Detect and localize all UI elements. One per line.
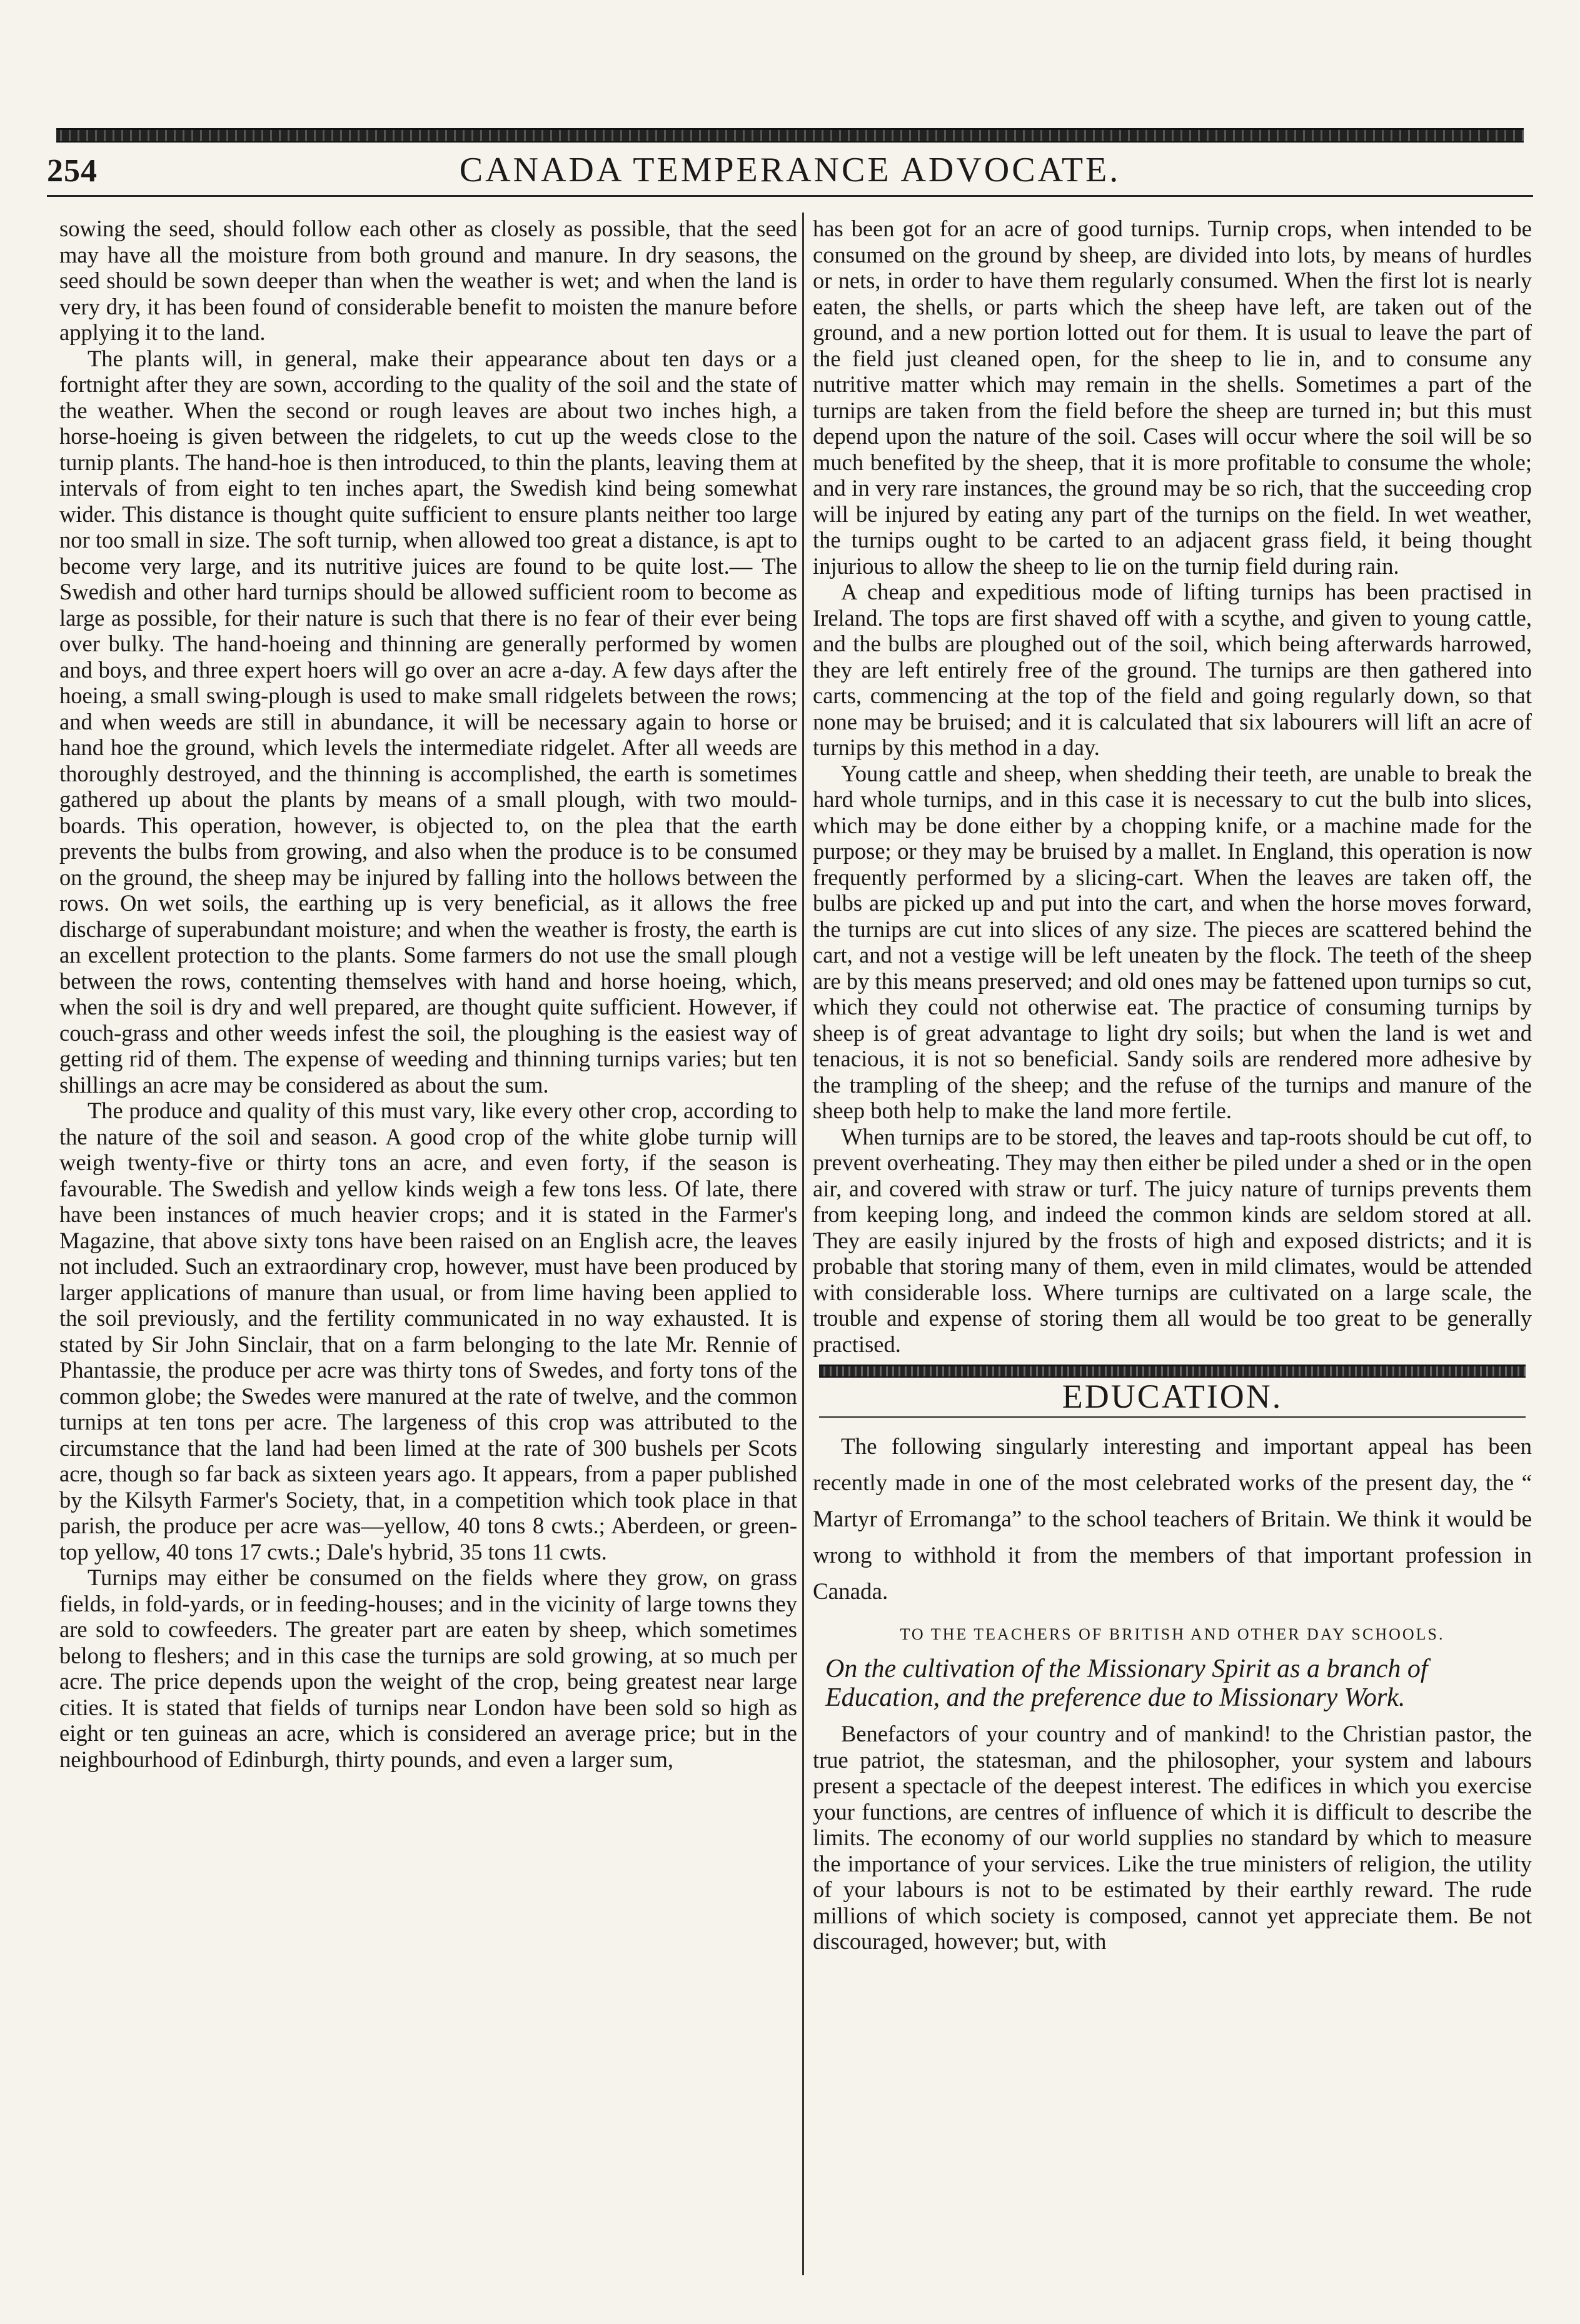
education-address-line: TO THE TEACHERS OF BRITISH AND OTHER DAY SCHOOLS. [900, 1625, 1445, 1643]
education-ornamental-rule [819, 1365, 1526, 1378]
left-paragraph-3: The produce and quality of this must vary, like every other crop, according to the nature of the soil and season. A good crop of the white globe turnip will weigh twenty-five or thirty tons an acre, and even forty, if the season is favourable. The Swedish and yellow kinds weigh a few tons less. Of late, there have been instances of much heavier crops; and it is stated in the Farmer's Magazine, that above sixty tons have been raised on an English acre, the leaves not included. Such an extraordinary crop, however, must have been produced by larger applications of manure than usual, or from lime having been applied to the soil previously, and the fertility communicated in no way exhausted. It is stated by Sir John Sinclair, that on a farm belonging to the late Mr. Rennie of Phantassie, the produce per acre was thirty tons of Swedes, and forty tons of the common globe; the Swedes were manured at the rate of twelve, and the common turnips at ten tons per acre. The largeness of this crop was attributed to the circumstance that the land had been limed at the rate of 300 bushels per Scots acre, though so far back as sixteen years ago. It appears, from a paper published by the Kilsyth Farmer's Society, that, in a competition which took place in that parish, the produce per acre was—yellow, 40 tons 8 cwts.; Aberdeen, or green-top yellow, 40 tons 17 cwts.; Dale's hybrid, 35 tons 11 cwts. [59, 1098, 797, 1565]
page-number: 254 [47, 153, 98, 189]
page-header [47, 145, 1533, 195]
education-intro: The following singularly interesting and important appeal has been recently made in one of the most celebrated works of the present day, the “ Martyr of Erromanga” to the school teachers of Britain. We think it would be wrong to withhold it from the members of that important profession in Canada. [813, 1433, 1532, 1605]
right-paragraph-2: A cheap and expeditious mode of lifting turnips has been practised in Ireland. The tops are first shaved off with a scythe, and given to young cattle, and the bulbs are ploughed out of the soil, which being afterwards harrowed, they are left entirely free of the ground. The turnips are then gathered into carts, commencing at the top of the field and going regularly down, so that none may be bruised; and it is calculated that six labourers will lift an acre of turnips by this method in a day. [813, 579, 1532, 760]
right-paragraph-3: Young cattle and sheep, when shedding their teeth, are unable to break the hard whole turnips, and in this case it is necessary to cut the bulb into slices, which may be done either by a chopping knife, or a machine made for the purpose; or they may be bruised by a mallet. In England, this operation is now frequently performed by a slicing-cart. When the leaves are taken off, the bulbs are picked up and put into the cart, and when the horse moves forward, the turnips are cut into slices of any size. The pieces are scattered behind the cart, and not a vestige will be left uneaten by the flock. The teeth of the sheep are by this means preserved; and old ones may be fattened upon turnips so cut, which they could not otherwise eat. The practice of consuming turnips by sheep is of great advantage to light dry soils; but when the land is wet and tenacious, it is not so beneficial. Sandy soils are rendered more adhesive by the trampling of the sheep; and the refuse of the turnips and manure of the sheep both help to make the land more fertile. [813, 760, 1532, 1123]
right-paragraph-4: When turnips are to be stored, the leaves and tap-roots should be cut off, to prevent overheating. They may then either be piled under a shed or in the open air, and covered with straw or turf. The juicy nature of turnips prevents them from keeping long, and indeed the common kinds are seldom stored at all. They are easily injured by the frosts of high and exposed districts; and it is probable that storing many of them, even in mild climates, would be attended with considerable loss. Where turnips are cultivated on a large scale, the trouble and expense of storing them all would be too great to be generally practised. [813, 1123, 1532, 1357]
header-rule [47, 195, 1533, 197]
education-section-title: EDUCATION. [1062, 1378, 1283, 1415]
left-paragraph-1: sowing the seed, should follow each other as closely as possible, that the seed may have all the moisture from both ground and manure. In dry seasons, the seed should be sown deeper than when the weather is wet; and when the land is very dry, it has been found of considerable benefit to moisten the manure before applying it to the land. [59, 216, 797, 345]
left-paragraph-4: Turnips may either be consumed on the fields where they grow, on grass fields, in fold-yards, or in feeding-houses; and in the vicinity of large towns they are sold to cowfeeders. The greater part are eaten by sheep, which sometimes belong to fleshers; and in this case the turnips are sold growing, at so much per acre. The price depends upon the weight of the crop, being greatest near large cities. It is stated that fields of turnips near London have been sold so high as eight or ten guineas an acre, which is considered an average price; but in the neighbourhood of Edinburgh, thirty pounds, and even a larger sum, [59, 1565, 797, 1772]
education-body: Benefactors of your country and of mankind! to the Christian pastor, the true patriot, the statesman, and the philosopher, your system and labours present a spectacle of the deepest interest. The edifices in which you exercise your functions, are centres of influence of which it is difficult to describe the limits. The economy of our world supplies no standard by which to measure the importance of your services. Like the true ministers of religion, the utility of your labours is not to be estimated by their earthly reward. The rude millions of which society is composed, cannot yet appreciate them. Be not discouraged, however; but, with [813, 1721, 1532, 1954]
running-title: CANADA TEMPERANCE ADVOCATE. [459, 151, 1121, 189]
top-ornamental-rule [56, 128, 1524, 143]
education-title-rule [819, 1416, 1526, 1418]
left-column [59, 216, 797, 2278]
column-divider [802, 213, 804, 2275]
education-subheading: On the cultivation of the Missionary Spirit as a branch of Education, and the preference due to Missionary Work. [825, 1655, 1428, 1712]
right-column [813, 216, 1532, 2278]
left-paragraph-2: The plants will, in general, make their appearance about ten days or a fortnight after they are sown, according to the quality of the soil and the state of the weather. When the second or rough leaves are about two inches high, a horse-hoeing is given between the ridgelets, to cut up the weeds close to the turnip plants. The hand-hoe is then introduced, to thin the plants, leaving them at intervals of from eight to ten inches apart, the Swedish kind being somewhat wider. This distance is thought quite sufficient to ensure plants neither too large nor too small in size. The soft turnip, when allowed too great a distance, is apt to become very large, and its nutritive juices are found to be quite lost.— The Swedish and other hard turnips should be allowed sufficient room to become as large as possible, for their nature is such that there is no fear of their ever being over bulky. The hand-hoeing and thinning are generally performed by women and boys, and three expert hoers will go over an acre a-day. A few days after the hoeing, a small swing-plough is used to make small ridgelets between the rows; and when weeds are still in abundance, it will be necessary again to horse or hand hoe the ground, which levels the intermediate ridgelet. After all weeds are thoroughly destroyed, and the thinning is accomplished, the earth is sometimes gathered up about the plants by means of a small plough, with two mould-boards. This operation, however, is objected to, on the plea that the earth prevents the bulbs from growing, and also when the produce is to be consumed on the ground, the sheep may be injured by falling into the hollows between the rows. On wet soils, the earthing up is very beneficial, as it allows the free discharge of superabundant moisture; and when the weather is frosty, the earth is an excellent protection to the plants. Some farmers do not use the small plough between the rows, contenting themselves with hand and horse hoeing, which, when the soil is dry and well prepared, are thought quite sufficient. However, if couch-grass and other weeds infest the soil, the ploughing is the easiest way of getting rid of them. The expense of weeding and thinning turnips varies; but ten shillings an acre may be considered as about the sum. [59, 345, 797, 1098]
right-paragraph-1: has been got for an acre of good turnips. Turnip crops, when intended to be consumed on the ground by sheep, are divided into lots, by means of hurdles or nets, in order to have them regularly consumed. When the first lot is nearly eaten, the shells, or parts which the sheep have left, are taken out of the ground, and a new portion lotted out for them. It is usual to leave the part of the field just cleaned open, for the sheep to lie in, and to consume any nutritive matter which may remain in the shells. Sometimes a part of the turnips are taken from the field before the sheep are turned in; but this must depend upon the nature of the soil. Cases will occur where the soil will be so much benefited by the sheep, that it is more profitable to consume the whole; and in very rare instances, the ground may be so rich, that the succeeding crop will be injured by eating any part of the turnips on the field. In wet weather, the turnips ought to be carted to an adjacent grass field, it being thought injurious to allow the sheep to lie on the turnip field during rain. [813, 216, 1532, 579]
